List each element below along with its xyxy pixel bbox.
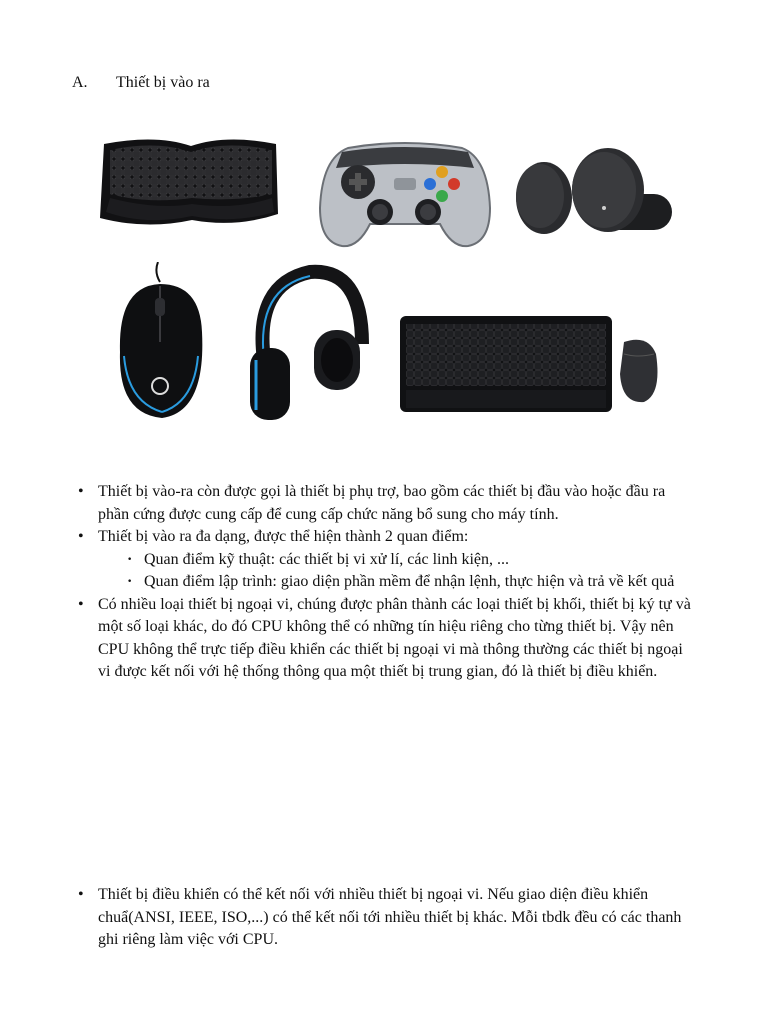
heading-number: A. [72, 74, 88, 91]
section-heading [72, 74, 210, 92]
sub-list-item: · Quan điểm lập trình: giao diện phần mềm để nhận lệnh, thực hiện và trả về kết quả [98, 571, 698, 594]
heading-title: Thiết bị vào ra [116, 74, 210, 91]
speakers-image [514, 146, 674, 242]
keyboard-mouse-combo-image [398, 314, 666, 414]
headset-image [244, 264, 370, 426]
list-item [78, 526, 698, 594]
gaming-mouse-image [114, 262, 208, 422]
sub-list-item: · Quan điểm kỹ thuật: các thiết bị vi xử lí, các linh kiện, ... [98, 549, 698, 572]
list-item: • Thiết bị vào-ra còn được gọi là thiết bị phụ trợ, bao gồm các thiết bị đầu vào hoặc đầu ra phần cứng được cung cấp để cung cấp chức năng bổ sung cho máy tính. [78, 481, 698, 526]
sub-bullet-list [98, 549, 698, 594]
list-item: • Có nhiều loại thiết bị ngoại vi, chúng được phân thành các loại thiết bị khối, thiết bị ký tự và một số loại khác, do đó CPU không thể có những tín hiệu riêng cho từng thiết bị. Vậy nên CPU không thể trực tiếp điều khiển các thiết bị ngoại vi mà thông thường các thiết bị ngoại vi được kết nối với hệ thống thông qua một thiết bị trung gian, đó là thiết bị điều khiển. [78, 594, 698, 684]
gamepad-image [318, 138, 492, 250]
main-bullet-list [78, 481, 698, 684]
keyboard-image [96, 132, 282, 232]
list-item-text: Thiết bị vào ra đa dạng, được thể hiện thành 2 quan điểm: [98, 528, 469, 545]
list-item: • Thiết bị điều khiển có thể kết nối với nhiều thiết bị ngoại vi. Nếu giao diện điều khiển chuẩ(ANSI, IEEE, ISO,...) có thể kết nối tới nhiều thiết bị khác. Mỗi tbdk đều có các thanh ghi riêng làm việc với CPU. [78, 884, 698, 952]
bottom-bullet-list [78, 884, 698, 952]
